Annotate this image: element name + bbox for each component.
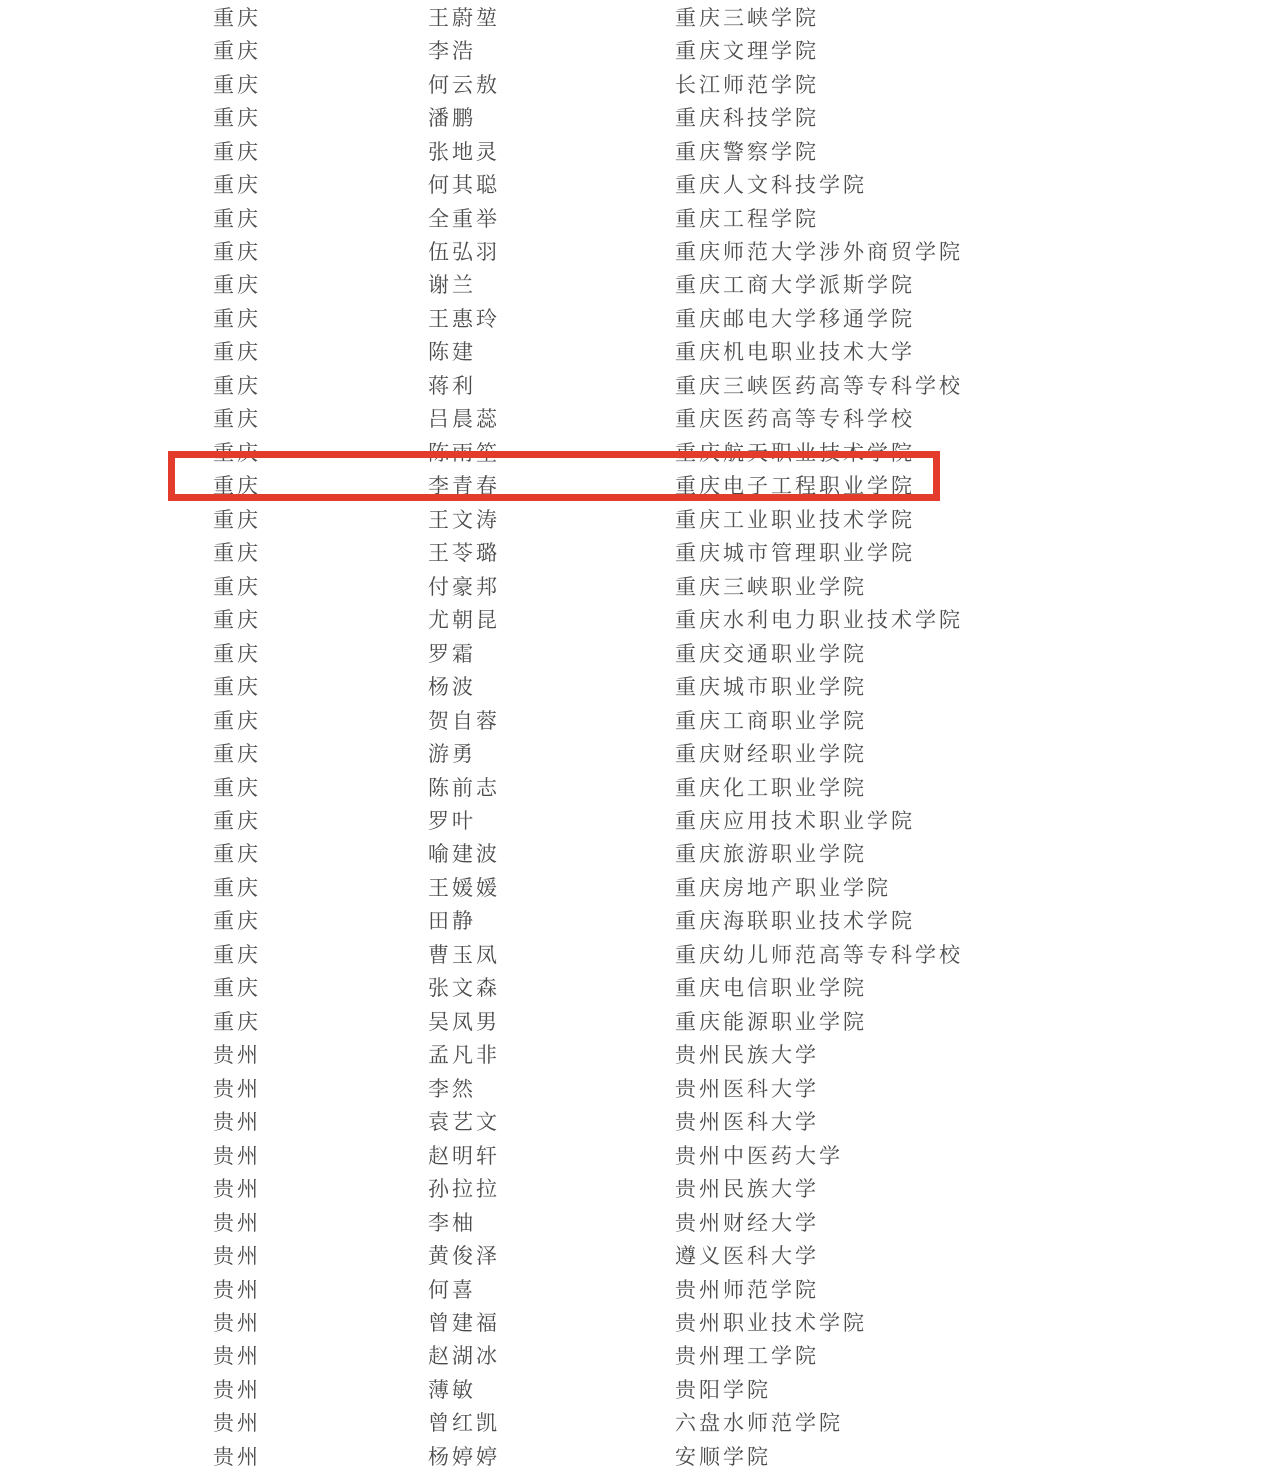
cell-province: 重庆 bbox=[213, 5, 261, 30]
cell-province: 重庆 bbox=[213, 842, 261, 867]
table-row bbox=[0, 669, 1280, 702]
cell-province: 重庆 bbox=[213, 742, 261, 767]
cell-province: 贵州 bbox=[213, 1143, 261, 1168]
cell-institution: 重庆邮电大学移通学院 bbox=[675, 306, 915, 331]
cell-name: 谢兰 bbox=[428, 273, 476, 298]
cell-name: 孟凡非 bbox=[428, 1043, 500, 1068]
cell-name: 陈雨笙 bbox=[428, 440, 500, 465]
cell-name: 李柚 bbox=[428, 1210, 476, 1235]
table-row bbox=[0, 1171, 1280, 1204]
cell-province: 贵州 bbox=[213, 1177, 261, 1202]
table-row bbox=[0, 1406, 1280, 1439]
cell-institution: 重庆航天职业技术学院 bbox=[675, 440, 915, 465]
table-row bbox=[0, 1104, 1280, 1137]
table-row bbox=[0, 569, 1280, 602]
cell-institution: 重庆文理学院 bbox=[675, 39, 819, 64]
cell-institution: 重庆幼儿师范高等专科学校 bbox=[675, 942, 963, 967]
cell-province: 重庆 bbox=[213, 474, 261, 499]
table-row bbox=[0, 1339, 1280, 1372]
cell-name: 张文森 bbox=[428, 976, 500, 1001]
cell-institution: 重庆工程学院 bbox=[675, 206, 819, 231]
cell-province: 重庆 bbox=[213, 808, 261, 833]
table-row bbox=[0, 167, 1280, 200]
cell-province: 贵州 bbox=[213, 1444, 261, 1469]
table-row bbox=[0, 937, 1280, 970]
cell-province: 重庆 bbox=[213, 942, 261, 967]
cell-institution: 贵州民族大学 bbox=[675, 1043, 819, 1068]
cell-province: 重庆 bbox=[213, 206, 261, 231]
cell-province: 重庆 bbox=[213, 708, 261, 733]
cell-name: 王蔚堃 bbox=[428, 5, 500, 30]
table-row bbox=[0, 837, 1280, 870]
cell-province: 重庆 bbox=[213, 139, 261, 164]
table-row bbox=[0, 402, 1280, 435]
table-row bbox=[0, 435, 1280, 468]
table-row bbox=[0, 1238, 1280, 1271]
cell-name: 李然 bbox=[428, 1076, 476, 1101]
cell-province: 贵州 bbox=[213, 1344, 261, 1369]
cell-institution: 重庆财经职业学院 bbox=[675, 742, 867, 767]
cell-institution: 六盘水师范学院 bbox=[675, 1411, 843, 1436]
cell-institution: 贵阳学院 bbox=[675, 1377, 771, 1402]
cell-institution: 重庆科技学院 bbox=[675, 106, 819, 131]
cell-institution: 重庆旅游职业学院 bbox=[675, 842, 867, 867]
cell-institution: 贵州医科大学 bbox=[675, 1076, 819, 1101]
cell-province: 贵州 bbox=[213, 1311, 261, 1336]
cell-name: 曾建福 bbox=[428, 1311, 500, 1336]
cell-name: 罗叶 bbox=[428, 808, 476, 833]
cell-province: 重庆 bbox=[213, 306, 261, 331]
cell-province: 贵州 bbox=[213, 1244, 261, 1269]
cell-province: 贵州 bbox=[213, 1277, 261, 1302]
cell-name: 吴凤男 bbox=[428, 1009, 500, 1034]
cell-institution: 重庆能源职业学院 bbox=[675, 1009, 867, 1034]
table-row bbox=[0, 1372, 1280, 1405]
table-row bbox=[0, 870, 1280, 903]
table-row bbox=[0, 469, 1280, 502]
table-row bbox=[0, 301, 1280, 334]
cell-province: 重庆 bbox=[213, 909, 261, 934]
cell-institution: 重庆电信职业学院 bbox=[675, 976, 867, 1001]
cell-institution: 重庆城市管理职业学院 bbox=[675, 541, 915, 566]
cell-province: 重庆 bbox=[213, 976, 261, 1001]
table-row bbox=[0, 1004, 1280, 1037]
cell-institution: 贵州民族大学 bbox=[675, 1177, 819, 1202]
cell-name: 袁艺文 bbox=[428, 1110, 500, 1135]
table-row bbox=[0, 1071, 1280, 1104]
cell-institution: 重庆化工职业学院 bbox=[675, 775, 867, 800]
cell-name: 李浩 bbox=[428, 39, 476, 64]
cell-institution: 贵州财经大学 bbox=[675, 1210, 819, 1235]
cell-institution: 重庆三峡医药高等专科学校 bbox=[675, 373, 963, 398]
table-row bbox=[0, 703, 1280, 736]
cell-name: 杨波 bbox=[428, 675, 476, 700]
cell-name: 田静 bbox=[428, 909, 476, 934]
cell-name: 何其聪 bbox=[428, 173, 500, 198]
table-row bbox=[0, 1439, 1280, 1472]
cell-province: 重庆 bbox=[213, 641, 261, 666]
cell-name: 李青春 bbox=[428, 474, 500, 499]
cell-institution: 重庆应用技术职业学院 bbox=[675, 808, 915, 833]
table-row bbox=[0, 67, 1280, 100]
cell-institution: 重庆机电职业技术大学 bbox=[675, 340, 915, 365]
cell-institution: 安顺学院 bbox=[675, 1444, 771, 1469]
cell-province: 贵州 bbox=[213, 1377, 261, 1402]
cell-institution: 重庆房地产职业学院 bbox=[675, 875, 891, 900]
cell-province: 重庆 bbox=[213, 240, 261, 265]
cell-province: 重庆 bbox=[213, 407, 261, 432]
table-row bbox=[0, 1205, 1280, 1238]
table-row bbox=[0, 100, 1280, 133]
cell-institution: 贵州医科大学 bbox=[675, 1110, 819, 1135]
cell-institution: 重庆医药高等专科学校 bbox=[675, 407, 915, 432]
table-row bbox=[0, 536, 1280, 569]
cell-name: 薄敏 bbox=[428, 1377, 476, 1402]
cell-institution: 重庆工业职业技术学院 bbox=[675, 507, 915, 532]
cell-name: 赵明轩 bbox=[428, 1143, 500, 1168]
cell-province: 重庆 bbox=[213, 72, 261, 97]
table-row bbox=[0, 1038, 1280, 1071]
cell-province: 贵州 bbox=[213, 1210, 261, 1235]
table-row bbox=[0, 502, 1280, 535]
cell-name: 何喜 bbox=[428, 1277, 476, 1302]
cell-institution: 重庆交通职业学院 bbox=[675, 641, 867, 666]
cell-name: 陈前志 bbox=[428, 775, 500, 800]
cell-province: 重庆 bbox=[213, 608, 261, 633]
cell-province: 贵州 bbox=[213, 1076, 261, 1101]
table-row bbox=[0, 1138, 1280, 1171]
cell-name: 张地灵 bbox=[428, 139, 500, 164]
cell-province: 重庆 bbox=[213, 273, 261, 298]
table-row bbox=[0, 803, 1280, 836]
cell-name: 喻建波 bbox=[428, 842, 500, 867]
cell-institution: 重庆电子工程职业学院 bbox=[675, 474, 915, 499]
cell-institution: 重庆城市职业学院 bbox=[675, 675, 867, 700]
cell-province: 贵州 bbox=[213, 1110, 261, 1135]
cell-name: 曹玉凤 bbox=[428, 942, 500, 967]
cell-institution: 遵义医科大学 bbox=[675, 1244, 819, 1269]
cell-name: 曾红凯 bbox=[428, 1411, 500, 1436]
table-row bbox=[0, 201, 1280, 234]
table-row bbox=[0, 0, 1280, 33]
table-row bbox=[0, 1272, 1280, 1305]
cell-institution: 贵州中医药大学 bbox=[675, 1143, 843, 1168]
table-row bbox=[0, 770, 1280, 803]
table-row bbox=[0, 736, 1280, 769]
cell-name: 吕晨蕊 bbox=[428, 407, 500, 432]
cell-province: 贵州 bbox=[213, 1043, 261, 1068]
cell-name: 孙拉拉 bbox=[428, 1177, 500, 1202]
cell-institution: 重庆工商大学派斯学院 bbox=[675, 273, 915, 298]
cell-province: 重庆 bbox=[213, 373, 261, 398]
table-row bbox=[0, 971, 1280, 1004]
cell-name: 游勇 bbox=[428, 742, 476, 767]
cell-name: 罗霜 bbox=[428, 641, 476, 666]
cell-name: 全重举 bbox=[428, 206, 500, 231]
cell-name: 黄俊泽 bbox=[428, 1244, 500, 1269]
cell-province: 贵州 bbox=[213, 1411, 261, 1436]
cell-province: 重庆 bbox=[213, 507, 261, 532]
cell-institution: 重庆人文科技学院 bbox=[675, 173, 867, 198]
cell-province: 重庆 bbox=[213, 775, 261, 800]
cell-province: 重庆 bbox=[213, 340, 261, 365]
cell-province: 重庆 bbox=[213, 173, 261, 198]
cell-province: 重庆 bbox=[213, 106, 261, 131]
cell-province: 重庆 bbox=[213, 675, 261, 700]
cell-name: 付豪邦 bbox=[428, 574, 500, 599]
cell-province: 重庆 bbox=[213, 541, 261, 566]
table-row bbox=[0, 335, 1280, 368]
cell-name: 贺自蓉 bbox=[428, 708, 500, 733]
cell-name: 尤朝昆 bbox=[428, 608, 500, 633]
cell-institution: 重庆工商职业学院 bbox=[675, 708, 867, 733]
table-row bbox=[0, 602, 1280, 635]
cell-name: 伍弘羽 bbox=[428, 240, 500, 265]
cell-province: 重庆 bbox=[213, 1009, 261, 1034]
table-row bbox=[0, 33, 1280, 66]
cell-name: 蒋利 bbox=[428, 373, 476, 398]
cell-name: 潘鹏 bbox=[428, 106, 476, 131]
cell-province: 重庆 bbox=[213, 39, 261, 64]
cell-institution: 重庆警察学院 bbox=[675, 139, 819, 164]
cell-institution: 重庆海联职业技术学院 bbox=[675, 909, 915, 934]
cell-institution: 重庆水利电力职业技术学院 bbox=[675, 608, 963, 633]
cell-name: 何云敖 bbox=[428, 72, 500, 97]
table-row bbox=[0, 368, 1280, 401]
cell-name: 王文涛 bbox=[428, 507, 500, 532]
cell-name: 王媛媛 bbox=[428, 875, 500, 900]
cell-institution: 贵州师范学院 bbox=[675, 1277, 819, 1302]
cell-name: 陈建 bbox=[428, 340, 476, 365]
cell-institution: 重庆师范大学涉外商贸学院 bbox=[675, 240, 963, 265]
cell-name: 杨婷婷 bbox=[428, 1444, 500, 1469]
table-row bbox=[0, 134, 1280, 167]
table-row bbox=[0, 268, 1280, 301]
table-row bbox=[0, 904, 1280, 937]
cell-institution: 贵州职业技术学院 bbox=[675, 1311, 867, 1336]
table-row bbox=[0, 1305, 1280, 1338]
cell-name: 王苓璐 bbox=[428, 541, 500, 566]
table-row bbox=[0, 234, 1280, 267]
table-row bbox=[0, 636, 1280, 669]
cell-name: 王惠玲 bbox=[428, 306, 500, 331]
cell-name: 赵湖冰 bbox=[428, 1344, 500, 1369]
cell-province: 重庆 bbox=[213, 440, 261, 465]
cell-province: 重庆 bbox=[213, 574, 261, 599]
cell-institution: 贵州理工学院 bbox=[675, 1344, 819, 1369]
cell-institution: 重庆三峡职业学院 bbox=[675, 574, 867, 599]
cell-institution: 长江师范学院 bbox=[675, 72, 819, 97]
cell-province: 重庆 bbox=[213, 875, 261, 900]
cell-institution: 重庆三峡学院 bbox=[675, 5, 819, 30]
